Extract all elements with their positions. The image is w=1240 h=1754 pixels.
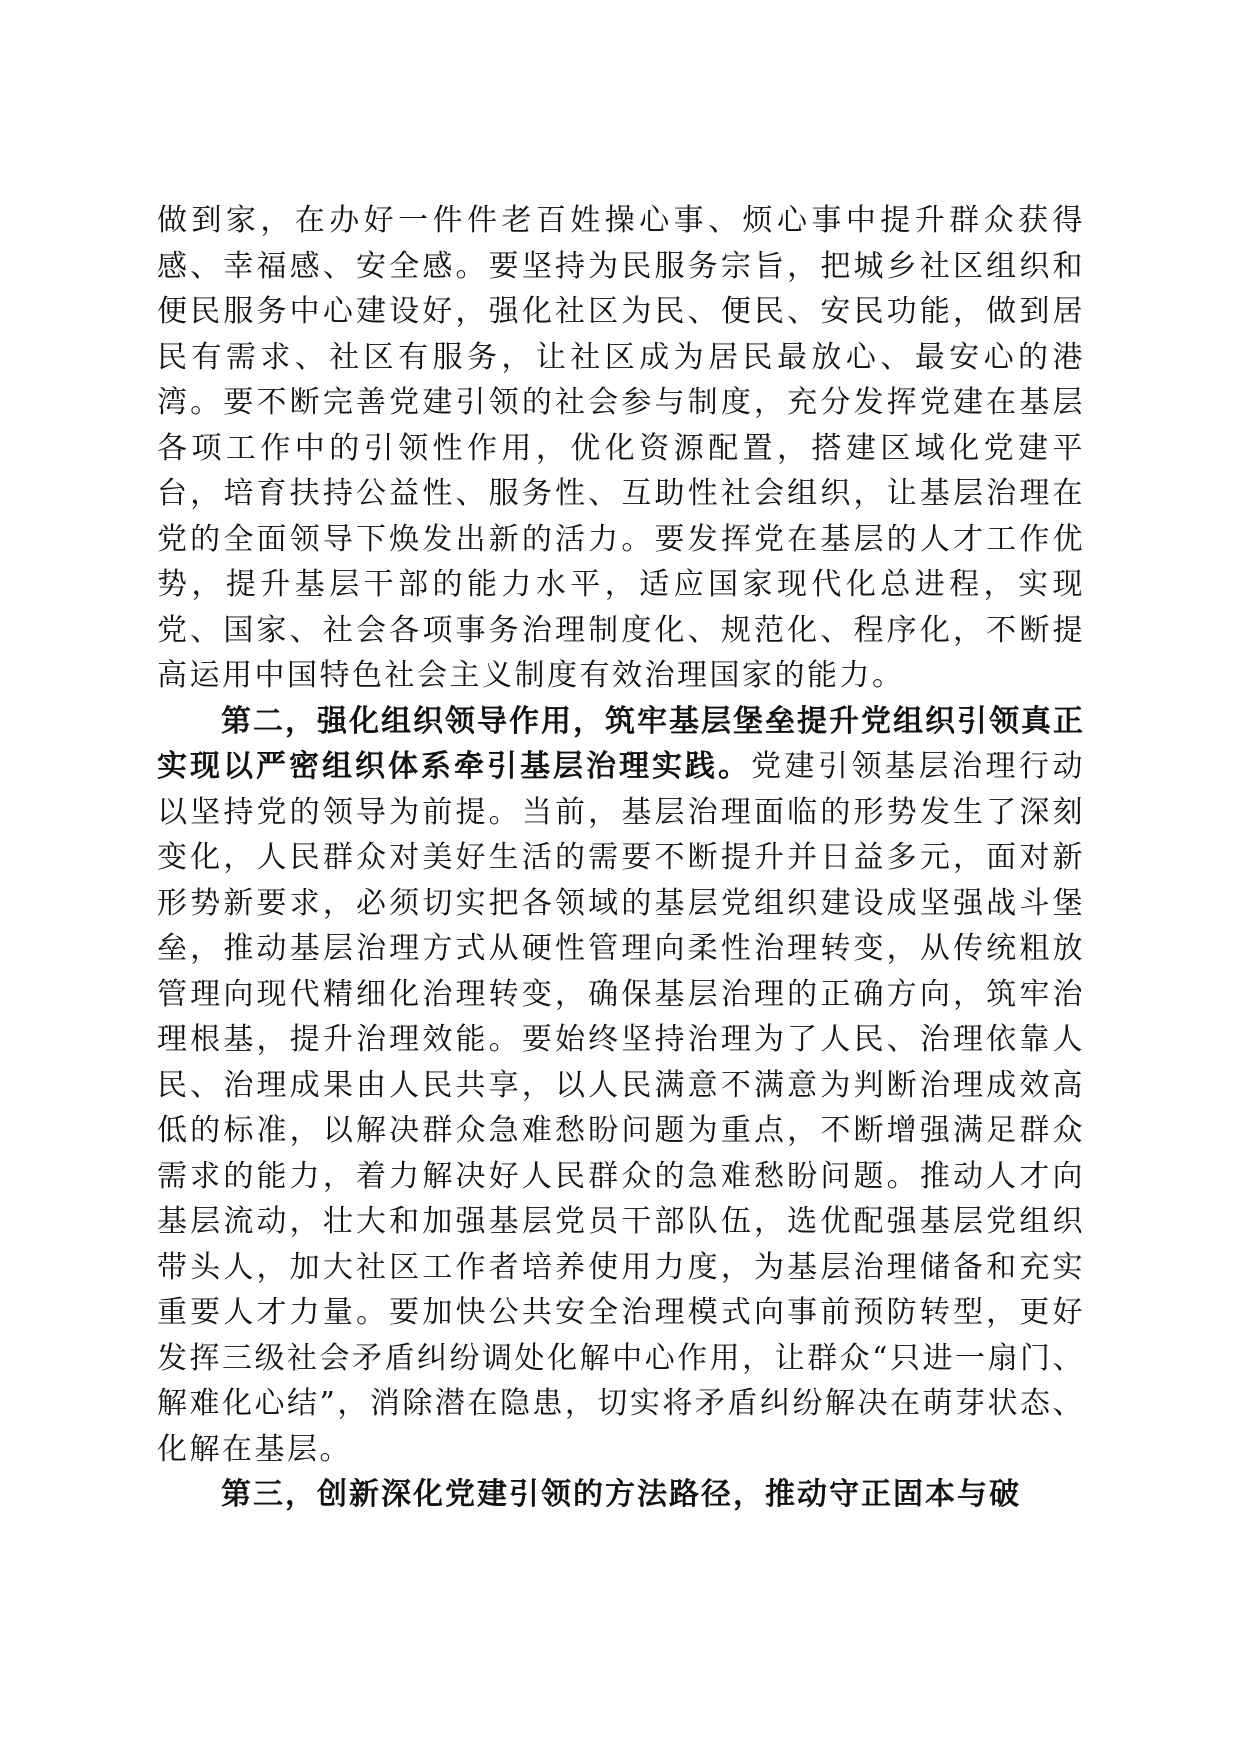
paragraph-third-point xyxy=(157,1472,1085,1518)
paragraph-lead-heading: 第三，创新深化党建引领的方法路径，推动守正固本与破 xyxy=(221,1477,1021,1512)
paragraph-text: 党建引领基层治理行动以坚持党的领导为前提。当前，基层治理面临的形势发生了深刻变化，人民群众对美好生活的需要不断提升并日益多元，面对新形势新要求，必须切实把各领域的基层党组织建设成坚强战斗堡垒，推动基层治理方式从硬性管理向柔性治理转变，从传统粗放管理向现代精细化治理转变，确保基层治理的正确方向，筑牢治理根基，提升治理效能。要始终坚持治理为了人民、治理依靠人民、治理成果由人民共享，以人民满意不满意为判断治理成效高低的标准，以解决群众急难愁盼问题为重点，不断增强满足群众需求的能力，着力解决好人民群众的急难愁盼问题。推动人才向基层流动，壮大和加强基层党员干部队伍，选优配强基层党组织带头人，加大社区工作者培养使用力度，为基层治理储备和充实重要人才力量。要加快公共安全治理模式向事前预防转型，更好发挥三级社会矛盾纠纷调处化解中心作用，让群众“只进一扇门、解难化心结”，消除潜在隐患，切实将矛盾纠纷解决在萌芽状态、化解在基层。 xyxy=(157,749,1085,1467)
paragraph-text: 做到家，在办好一件件老百姓操心事、烦心事中提升群众获得感、幸福感、安全感。要坚持为民服务宗旨，把城乡社区组织和便民服务中心建设好，强化社区为民、便民、安民功能，做到居民有需求、社区有服务，让社区成为居民最放心、最安心的港湾。要不断完善党建引领的社会参与制度，充分发挥党建在基层各项工作中的引领性作用，优化资源配置，搭建区域化党建平台，培育扶持公益性、服务性、互助性社会组织，让基层治理在党的全面领导下焕发出新的活力。要发挥党在基层的人才工作优势，提升基层干部的能力水平，适应国家现代化总进程，实现党、国家、社会各项事务治理制度化、规范化、程序化，不断提高运用中国特色社会主义制度有效治理国家的能力。 xyxy=(157,203,1085,693)
paragraph-lead-heading: 第二，强化组织领导作用，筑牢基层堡垒提升党组织引领真正实现以严密组织体系牵引基层治理实践。 xyxy=(157,703,1085,784)
paragraph-continuation xyxy=(157,198,1085,699)
document-body xyxy=(157,198,1085,1518)
paragraph-second-point xyxy=(157,699,1085,1473)
